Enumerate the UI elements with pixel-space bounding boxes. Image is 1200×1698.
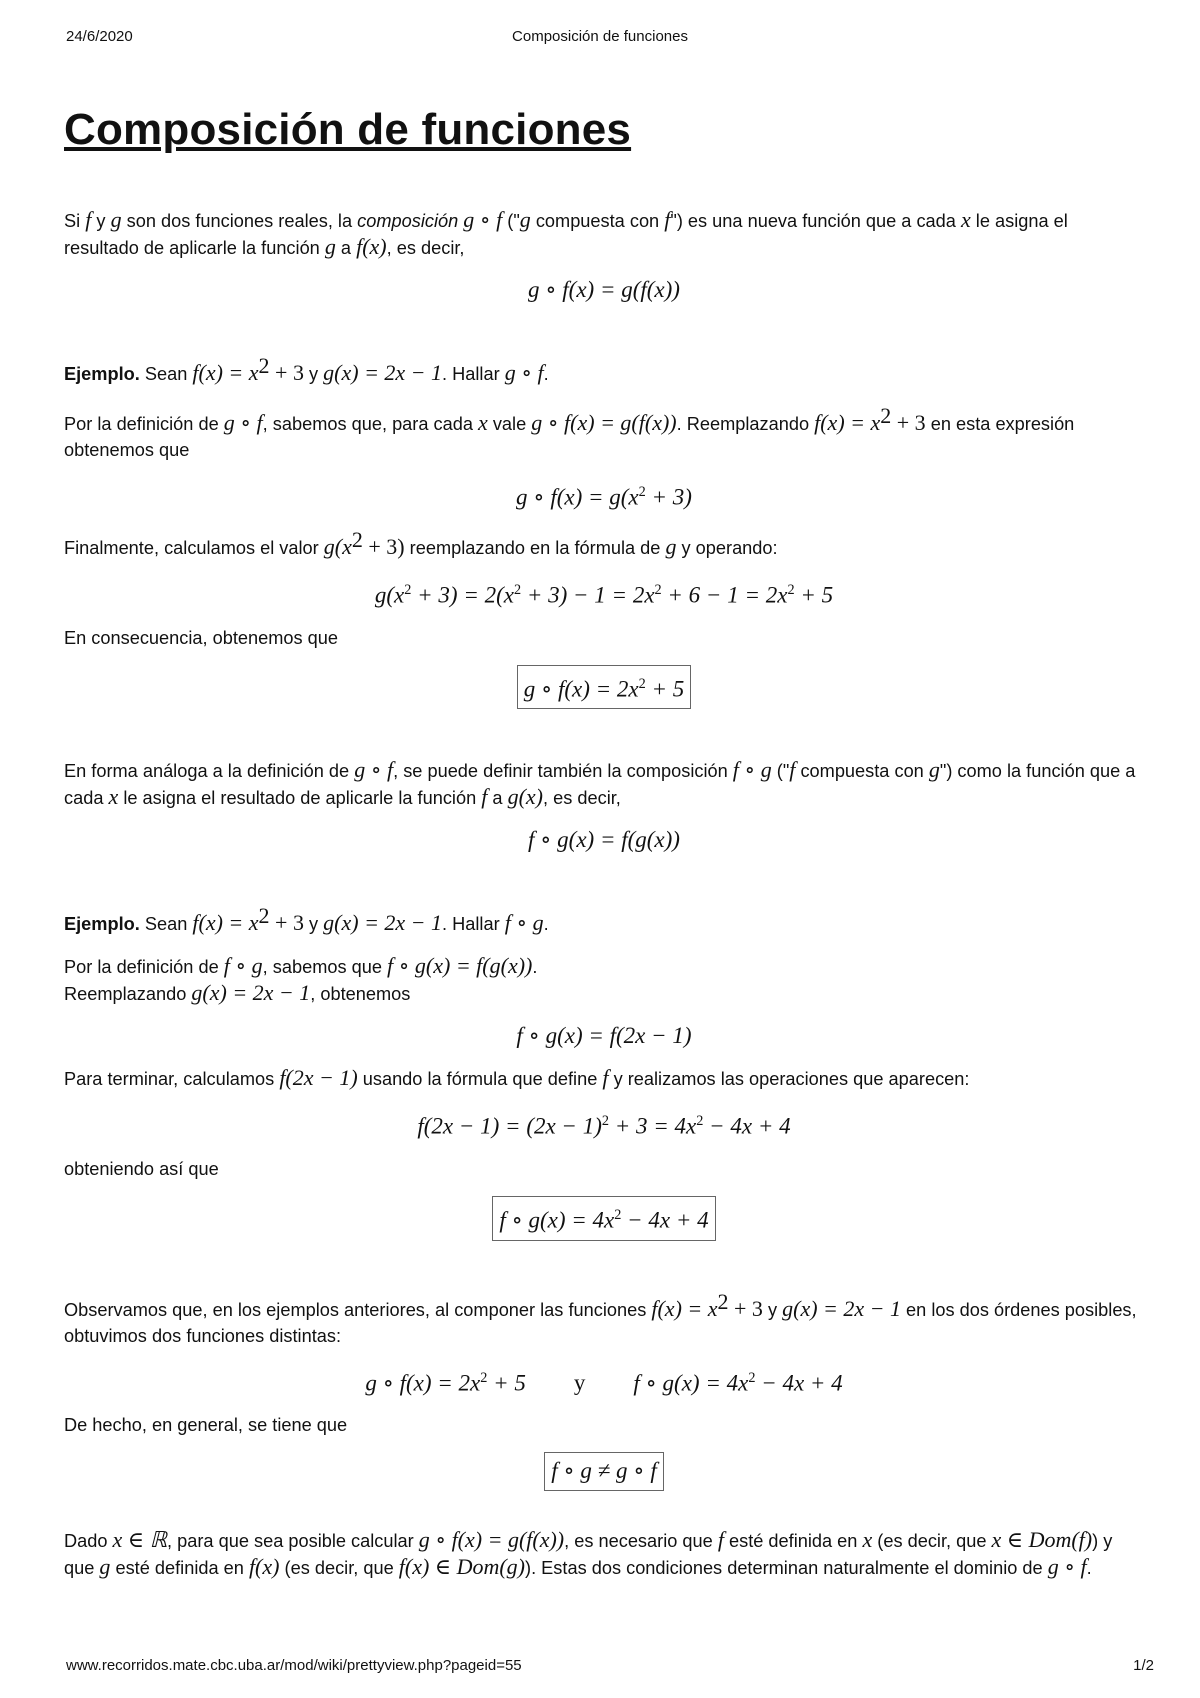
page-content: [64, 105, 1144, 1581]
definition-f-of-g: f ∘ g(x) = f(g(x)): [528, 827, 680, 853]
example-1-result-box: g ∘ $f(x) = 2x^2 + 5$: [517, 665, 692, 710]
print-footer-url: www.recorridos.mate.cbc.uba.ar/mod/wiki/prettyview.php?pageid=55: [66, 1657, 522, 1674]
example-2-statement: Ejemplo. Sean $f(x) = x^2 + 3$ y g(x) = 2x − 1. Hallar f ∘ g.: [64, 903, 549, 936]
example-2-step-3: obteniendo así que: [64, 1158, 219, 1179]
page-title: Composición de funciones: [64, 105, 632, 154]
comparison-display: g ∘ $f(x) = 2x^2 + 5$ y f ∘ $g(x) = 4x^2 - 4x + 4$: [365, 1369, 843, 1396]
print-date: 24/6/2020: [66, 28, 133, 45]
observation-paragraph: Observamos que, en los ejemplos anteriores, al componer las funciones $f(x) = x^2 + 3$ y g(x) = 2x − 1 en los dos órdenes posibles, obtuvimos dos funciones distintas:: [64, 1288, 1137, 1346]
example-1-step-2: Finalmente, calculamos el valor $g(x^2 + 3)$ reemplazando en la fórmula de g y operando:: [64, 526, 778, 559]
print-header-title: Composición de funciones: [512, 28, 688, 45]
example-1-step-1: Por la definición de g ∘ f, sabemos que, para cada x vale g ∘ f(x) = g(f(x)). Reemplazando $f(x) = x^2 + 3$ en esta expresión obtenemos que: [64, 403, 1075, 461]
intro-paragraph: Si f y g son dos funciones reales, la composición g ∘ f ("g compuesta con f") es una nueva función que a cada x le asigna el resultado de aplicarle la función g a f(x), es decir,: [64, 207, 1068, 259]
example-2-result-box: f ∘ $g(x) = 4x^2 - 4x + 4$: [492, 1196, 715, 1241]
definition-g-of-f: g ∘ f(x) = g(f(x)): [528, 277, 680, 302]
analog-definition-paragraph: En forma análoga a la definición de g ∘ f, se puede definir también la composición f ∘ g ("f compuesta con g") como la función que a cada x le asigna el resultado de aplicarle la función f a g(x), es decir,: [64, 757, 1136, 810]
example-2-step-2: Para terminar, calculamos f(2x − 1) usando la fórmula que define f y realizamos las operaciones que aparecen:: [64, 1065, 970, 1091]
domain-paragraph: Dado x ∈ ℝ, para que sea posible calcular g ∘ f(x) = g(f(x)), es necesario que f esté definida en x (es decir, que x ∈ Dom(f)) y que g esté definida en f(x) (es decir, que f(x) ∈ Dom(g)). Estas dos condiciones determinan naturalmente el dominio de g ∘ f.: [64, 1527, 1113, 1580]
example-1-step-3: En consecuencia, obtenemos que: [64, 627, 339, 648]
example-2-step-1: Por la definición de f ∘ g, sabemos que f ∘ g(x) = f(g(x)). Reemplazando g(x) = 2x − 1, obtenemos: [64, 953, 538, 1006]
example-2-display-2: $f(2x - 1) = (2x - 1)^2 + 3 = 4x^2 - 4x + 4$: [417, 1113, 791, 1139]
non-commutative-box: f ∘ g ≠ g ∘ f: [544, 1452, 663, 1491]
example-1-display-2: $g(x^2 + 3) = 2(x^2 + 3) - 1 = 2x^2 + 6 - 1 = 2x^2 + 5$: [374, 581, 834, 608]
example-1-statement: Ejemplo. Sean $f(x) = x^2 + 3$ y g(x) = 2x − 1. Hallar g ∘ f.: [64, 353, 549, 386]
example-2-display-1: f ∘ g(x) = f(2x − 1): [516, 1023, 692, 1049]
page-number: 1/2: [1133, 1657, 1154, 1674]
example-1-display-1: g ∘ $f(x) = g(x^2 + 3)$: [516, 484, 692, 510]
general-statement: De hecho, en general, se tiene que: [64, 1415, 348, 1436]
